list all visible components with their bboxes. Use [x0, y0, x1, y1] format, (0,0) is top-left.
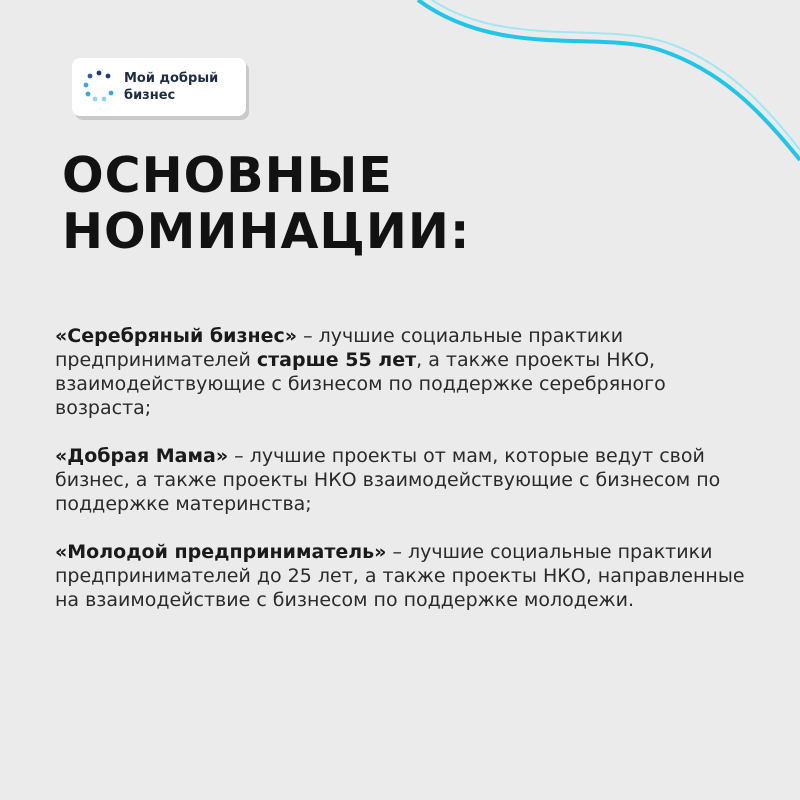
nomination-text: – лучшие проекты от мам, которые ведут свой бизнес, а также проекты НКО взаимодействующие с бизнесом по поддержке материнства;	[55, 445, 721, 515]
nomination-good-mom	[55, 444, 755, 516]
brand-logo	[72, 58, 246, 116]
nomination-emphasis: старше 55 лет	[256, 349, 417, 371]
nominations-list	[55, 324, 755, 636]
nomination-young-entrepreneur	[55, 540, 755, 612]
nomination-text: , а также проекты НКО, взаимодействующие с бизнесом по поддержке серебряного возраста;	[55, 349, 666, 419]
page-title: ОСНОВНЫЕ НОМИНАЦИИ:	[62, 147, 471, 260]
logo-dots-icon	[80, 68, 118, 106]
nomination-silver-business	[55, 324, 755, 420]
nomination-name: «Серебряный бизнес»	[55, 325, 298, 347]
nomination-text: – лучшие социальные практики предпринимателей	[55, 325, 624, 371]
nomination-name: «Добрая Мама»	[55, 445, 229, 467]
logo-text: Мой добрый бизнес	[124, 71, 219, 103]
nomination-text: – лучшие социальные практики предпринимателей до 25 лет, а также проекты НКО, направленные на взаимодействие с бизнесом по поддержке молодежи.	[55, 541, 745, 611]
nomination-name: «Молодой предприниматель»	[55, 541, 387, 563]
